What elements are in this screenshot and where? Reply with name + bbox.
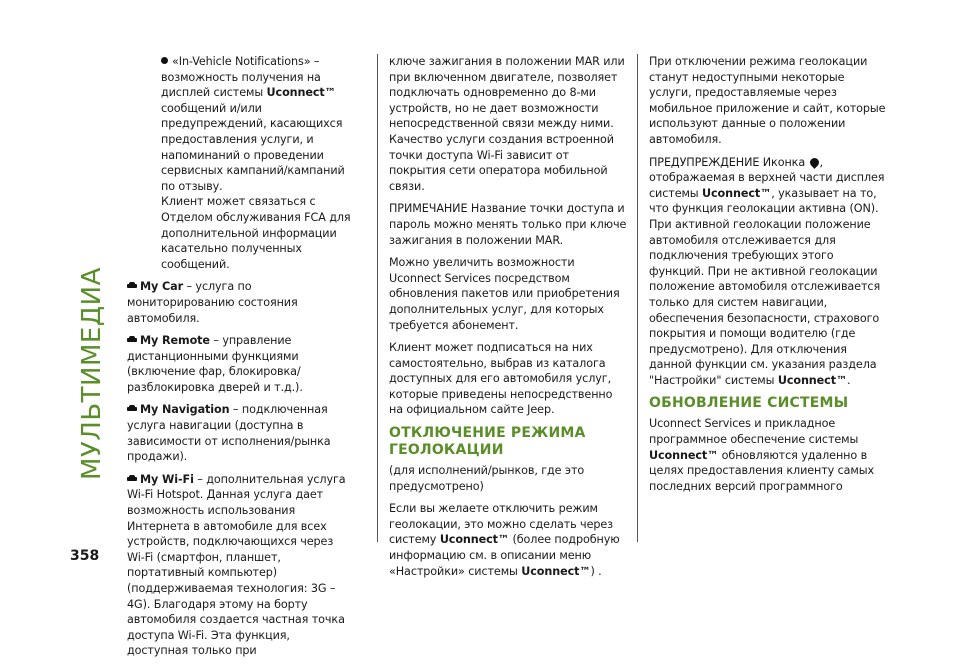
page-number: 358 bbox=[70, 548, 100, 564]
paragraph: Можно увеличить возможности Uconnect Services посредством обновления пакетов или приобретения дополнительных услуг, для которых требуется абонемент. bbox=[389, 256, 620, 332]
paragraph: Если вы желаете отключить режим геолокации, это можно сделать через систему Uconnect™ (более подробную информацию см. в описании меню «Настройки» системы Uconnect™) . bbox=[389, 502, 620, 578]
notifications-paragraph: «In-Vehicle Notifications» – возможность получения на дисплей системы Uconnect™ сообщений и/или предупреждений, касающихся предоставления услуги, и напоминаний о проведении сервисных кампаний/кампаний по отзыву. Клиент может связаться с Отделом обслуживания FCA для дополнительной информации касательно полученных сообщений. bbox=[161, 55, 351, 271]
note-paragraph: ПРИМЕЧАНИЕ Название точки доступа и пароль можно менять только при ключе зажигания в положении MAR. bbox=[389, 202, 627, 247]
paragraph: ключе зажигания в положении MAR или при включенном двигателе, позволяет подключать одновременно до 8-ми устройств, но не дает возможности непосредственной связи между ними. Качество услуги создания встроенной точки доступа Wi-Fi зависит от покрытия сети оператора мобильной связи. bbox=[389, 55, 625, 193]
text-column-2 bbox=[389, 54, 627, 586]
text-column-1 bbox=[127, 54, 352, 666]
bullet-dot-icon bbox=[161, 57, 168, 64]
paragraph: При отключении режима геолокации станут недоступными некоторые услуги, предоставляемые через мобильное приложение и сайт, которые используют данные о положении автомобиля. bbox=[649, 55, 886, 146]
car-icon bbox=[127, 282, 137, 290]
section-heading-geolocation: ОТКЛЮЧЕНИЕ РЕЖИМА ГЕОЛОКАЦИИ bbox=[389, 425, 586, 459]
column-divider bbox=[377, 54, 378, 542]
location-pin-icon bbox=[808, 156, 821, 169]
my-navigation-paragraph: My Navigation – подключенная услуга навигации (доступна в зависимости от исполнения/рынка продажи). bbox=[127, 403, 331, 464]
car-icon bbox=[127, 336, 137, 344]
text-column-3 bbox=[649, 54, 889, 501]
section-heading-system-update: ОБНОВЛЕНИЕ СИСТЕМЫ bbox=[649, 395, 849, 412]
warning-paragraph: ПРЕДУПРЕЖДЕНИЕ Иконка , отображаемая в верхней части дисплея системы Uconnect™, указывает на то, что функция геолокации активна (ON). При активной геолокации положение автомобиля отслеживается для подключения требующих этого функций. При не активной геолокации положение автомобиля отслеживается только для систем навигации, обеспечения безопасности, страхового покрытия и помощи водителю (где предусмотрено). Для отключения данной функции см. указания раздела "Настройки" системы Uconnect™. bbox=[649, 155, 885, 387]
paragraph: Клиент может подписаться на них самостоятельно, выбрав из каталога доступных для его автомобиля услуг, которые приведены непосредственно на официальном сайте Jeep. bbox=[389, 341, 613, 417]
section-side-title: МУЛЬТИМЕДИА bbox=[77, 267, 107, 480]
my-wifi-paragraph: My Wi-Fi – дополнительная услуга Wi-Fi Hotspot. Данная услуга дает возможность использования Интернета в автомобиле для всех устройств, подключающихся через Wi-Fi (смартфон, планшет, портативный компьютер) (поддерживаемая технология: 3G – 4G). Благодаря этому на борту автомобиля создается частная точка доступа Wi-Fi. Эта функция, доступная только при bbox=[127, 472, 346, 658]
paragraph: (для исполнений/рынков, где это предусмотрено) bbox=[389, 464, 585, 493]
my-car-paragraph: My Car – услуга по мониторированию состояния автомобиля. bbox=[127, 280, 298, 325]
car-icon bbox=[127, 405, 137, 413]
column-divider bbox=[637, 54, 638, 542]
my-remote-paragraph: My Remote – управление дистанционными функциями (включение фар, блокировка/разблокировка дверей и т.д.). bbox=[127, 334, 303, 394]
car-icon bbox=[127, 475, 137, 483]
paragraph: Uconnect Services и прикладное программное обеспечение системы Uconnect™ обновляются удаленно в целях предоставления клиенту самых последних версий программного bbox=[649, 417, 875, 493]
